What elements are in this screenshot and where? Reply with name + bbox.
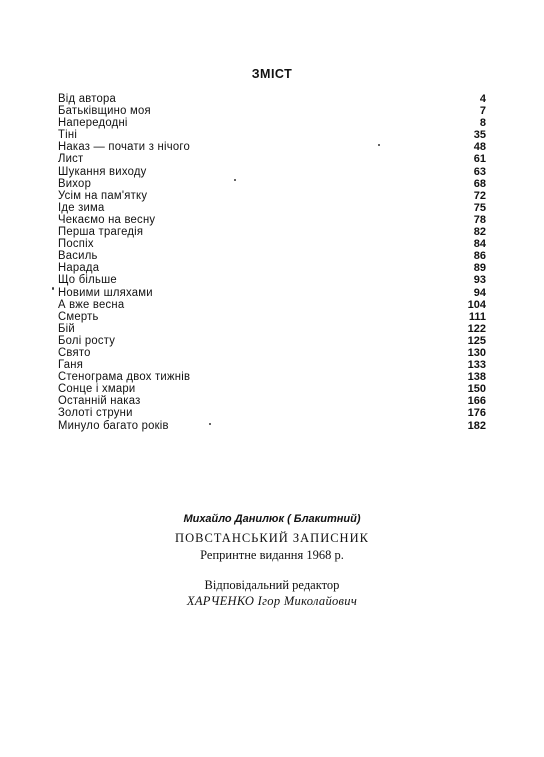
author-name: Михайло Данилюк ( Блакитний) [183, 513, 361, 525]
toc-entry-page: 63 [473, 165, 486, 178]
toc-entry [58, 311, 486, 323]
toc-entry [58, 347, 486, 359]
editor-role: Відповідальний редактор [204, 578, 340, 592]
toc-entry-page: 122 [467, 322, 486, 335]
toc-entry-title: Чекаємо на весну [58, 213, 156, 226]
toc-entry-title: Стенограма двох тижнів [58, 371, 191, 384]
toc-entry-page: 150 [467, 383, 486, 396]
toc-entry [58, 117, 486, 129]
toc-entry-page: 166 [467, 395, 486, 408]
toc-entry-page: 182 [467, 419, 486, 432]
toc-entry-page: 133 [467, 359, 486, 372]
toc-entry-title: Іде зима [58, 201, 105, 214]
toc-entry [58, 407, 486, 419]
toc-entry-page: 35 [473, 129, 486, 142]
toc-entry-page: 7 [479, 105, 486, 118]
toc-entry [58, 190, 486, 202]
toc-entry-page: 4 [479, 93, 486, 105]
toc-entry-page: 93 [473, 274, 486, 287]
toc-entry [58, 383, 486, 395]
toc-entry-title: Наказ — почати з нічого [58, 141, 190, 154]
toc-entry [58, 105, 486, 117]
toc-entry [58, 141, 486, 153]
toc-entry-page: 111 [468, 310, 486, 323]
toc-entry-title: Останній наказ [58, 395, 141, 408]
toc-entry-page: 94 [473, 286, 486, 299]
toc-entry [58, 274, 486, 286]
toc-entry-page: 75 [473, 201, 486, 214]
toc-entry-title: Минуло багато років [58, 419, 169, 432]
toc-entry-title: Смерть [58, 310, 99, 323]
toc-entry-page: 138 [467, 371, 486, 384]
toc-entry-title: Вихор [58, 177, 92, 190]
toc-entry-title: Батьківщино моя [58, 105, 151, 118]
toc-entry-page: 78 [473, 213, 486, 226]
toc-entry [58, 335, 486, 347]
toc-entry-title: Від автора [58, 93, 117, 105]
toc-entry [58, 153, 486, 165]
toc-entry [58, 129, 486, 141]
edition-note: Репринтне видання 1968 р. [200, 548, 344, 562]
toc-entry-title: Поспіх [58, 238, 94, 251]
toc-entry-title: Болі росту [58, 334, 116, 347]
toc-entry-page: 125 [467, 334, 486, 347]
toc-entry-title: Нарада [58, 262, 100, 275]
toc-entry [58, 299, 486, 311]
toc-entry [58, 93, 486, 105]
scan-speck [234, 179, 236, 181]
toc-entry-page: 8 [479, 117, 486, 130]
toc-entry-title: Напередодні [58, 117, 128, 130]
toc-entry-title: Шукання виходу [58, 165, 147, 178]
toc-entry-title: Тіні [58, 129, 78, 142]
toc-entry-title: Лист [58, 153, 84, 166]
toc-entry-page: 82 [473, 226, 486, 239]
scan-speck [52, 287, 54, 290]
toc-entry [58, 238, 486, 250]
toc-entry-page: 89 [473, 262, 486, 275]
toc-heading: ЗМІСТ [251, 67, 293, 81]
toc-entry-page: 48 [473, 141, 486, 154]
toc-entry-page: 104 [467, 298, 486, 311]
toc-entry [58, 323, 486, 335]
toc-entry [58, 359, 486, 371]
toc-entry [58, 395, 486, 407]
toc-entry-title: Що більше [58, 274, 117, 287]
toc-entry [58, 420, 486, 432]
toc-entry-page: 72 [473, 189, 486, 202]
toc-entry [58, 214, 486, 226]
toc-entry-page: 61 [473, 153, 486, 166]
toc-entry-title: Новими шляхами [58, 286, 153, 299]
toc-entry-title: Золоті струни [58, 407, 133, 420]
toc-entry-page: 176 [467, 407, 486, 420]
toc-entry-title: Сонце і хмари [58, 383, 136, 396]
toc-entry [58, 202, 486, 214]
editor-name: ХАРЧЕНКО Ігор Миколайович [186, 594, 358, 608]
table-of-contents [58, 93, 486, 432]
toc-entry-page: 84 [473, 238, 486, 251]
toc-entry [58, 371, 486, 383]
toc-entry-page: 68 [473, 177, 486, 190]
toc-entry-title: Василь [58, 250, 98, 263]
toc-entry-page: 130 [467, 346, 486, 359]
toc-entry [58, 287, 486, 299]
toc-entry [58, 262, 486, 274]
book-title: ПОВСТАНСЬКИЙ ЗАПИСНИК [175, 531, 369, 545]
toc-entry-title: А вже весна [58, 298, 125, 311]
scan-speck [378, 144, 380, 146]
toc-entry [58, 226, 486, 238]
scan-speck [209, 423, 211, 425]
toc-entry [58, 178, 486, 190]
toc-entry-title: Усім на пам'ятку [58, 189, 148, 202]
toc-entry-title: Перша трагедія [58, 226, 144, 239]
toc-entry-title: Ганя [58, 359, 84, 372]
toc-entry-title: Свято [58, 346, 91, 359]
toc-entry-page: 86 [473, 250, 486, 263]
toc-entry [58, 166, 486, 178]
toc-entry [58, 250, 486, 262]
toc-entry-title: Бій [58, 322, 75, 335]
